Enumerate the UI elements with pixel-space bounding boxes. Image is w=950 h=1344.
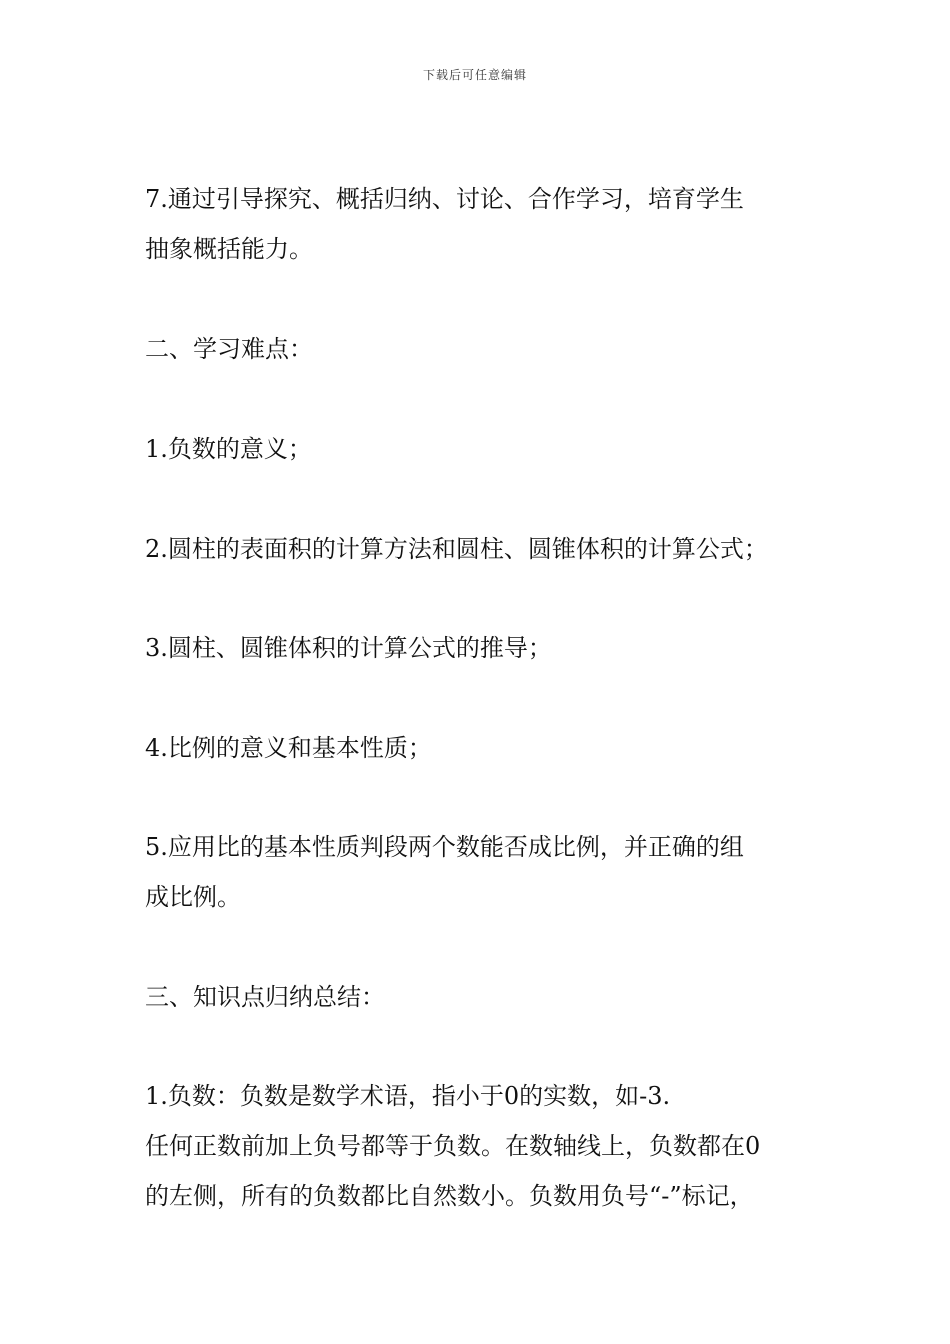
text-line-negative-numbers: 1.负数：负数是数学术语，指小于0的实数，如-3. xyxy=(145,1082,671,1110)
text-line-negative-numbers-cont-2: 的左侧，所有的负数都比自然数小。负数用负号“-”标记， xyxy=(145,1182,754,1210)
text-line-difficulty-2: 2.圆柱的表面积的计算方法和圆柱、圆锥体积的计算公式； xyxy=(145,535,768,563)
section-heading-difficulties: 二、学习难点： xyxy=(145,335,313,363)
text-line-difficulty-3: 3.圆柱、圆锥体积的计算公式的推导； xyxy=(145,634,552,662)
text-line-difficulty-1: 1.负数的意义； xyxy=(145,435,312,463)
text-line-objective-7-cont: 抽象概括能力。 xyxy=(145,235,313,263)
text-line-difficulty-4: 4.比例的意义和基本性质； xyxy=(145,734,432,762)
text-line-negative-numbers-cont-1: 任何正数前加上负号都等于负数。在数轴线上，负数都在0 xyxy=(145,1132,761,1160)
text-line-objective-7: 7.通过引导探究、概括归纳、讨论、合作学习，培育学生 xyxy=(145,185,744,213)
text-line-difficulty-5-cont: 成比例。 xyxy=(145,883,241,911)
section-heading-summary: 三、知识点归纳总结： xyxy=(145,983,385,1011)
text-line-difficulty-5: 5.应用比的基本性质判段两个数能否成比例，并正确的组 xyxy=(145,833,744,861)
header-note: 下载后可任意编辑 xyxy=(422,68,527,82)
